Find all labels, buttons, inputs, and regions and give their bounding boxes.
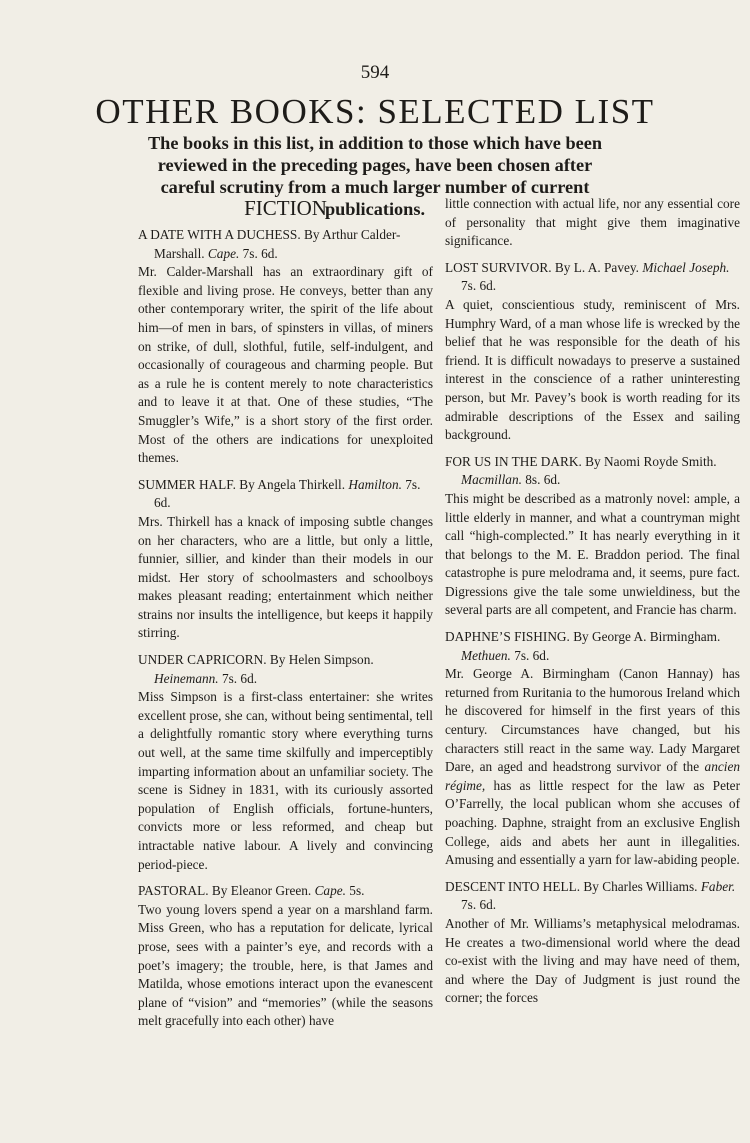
book-title: LOST SURVIVOR. bbox=[445, 259, 552, 275]
book-price: 8s. 6d. bbox=[525, 472, 561, 488]
section-heading-fiction: FICTION bbox=[244, 196, 327, 220]
book-review: Two young lovers spend a year on a marshland farm. Miss Green, who has a reputation for delicate, lyrical prose, sees with a painter’s eye, and records with a poet’s imagery; the trouble, here, is that James and Matilda, whose emotions interact upon the evanescent plane of “vision” and “memories” (while the seasons melt gracefully into each other) have bbox=[138, 901, 433, 1029]
book-publisher: Methuen. bbox=[461, 647, 511, 663]
review-text: Mr. George A. Birmingham (Canon Hannay) has returned from Ruritania to the humorous Ireland which he discovered for himself in the first years of this century. Circumstances have changed, but his characters still react in the same way. Lady Margaret Dare, an aged and headstrong survivor of the bbox=[445, 666, 740, 775]
book-title: UNDER CAPRICORN. bbox=[138, 652, 267, 668]
book-publisher: Michael Joseph. bbox=[642, 259, 730, 275]
book-heading bbox=[445, 878, 740, 915]
book-entry bbox=[445, 259, 740, 445]
book-author: By Angela Thirkell. bbox=[239, 476, 346, 492]
book-review: This might be described as a matronly novel: ample, a little elderly in manner, and what a countryman might call “high-complected.” It has nearly everything in it that belongs to the M. E. Braddon period. The final catastrophe is pure melodrama and, it seems, pure fact. Digressions give the tale some unwieldiness, but the several parts are all competent, and Francie has charm. bbox=[445, 490, 740, 618]
book-entry bbox=[138, 882, 433, 1031]
book-heading bbox=[138, 651, 433, 688]
book-price: 5s. bbox=[349, 883, 365, 899]
book-heading bbox=[138, 882, 433, 901]
book-title: SUMMER HALF. bbox=[138, 476, 236, 492]
review-italic-phrase: ancien régime, bbox=[445, 759, 740, 793]
book-price: 7s. 6d. bbox=[242, 245, 278, 261]
book-price: 7s. 6d. bbox=[461, 897, 497, 913]
book-heading bbox=[138, 476, 433, 513]
book-author: By Eleanor Green. bbox=[211, 883, 312, 899]
book-author: By Arthur Calder-Marshall. bbox=[154, 227, 401, 261]
book-heading bbox=[138, 226, 433, 263]
book-entry bbox=[445, 878, 740, 1008]
book-author: By Charles Williams. bbox=[583, 878, 698, 894]
book-title: FOR US IN THE DARK. bbox=[445, 453, 582, 469]
book-heading bbox=[445, 628, 740, 665]
book-publisher: Hamilton. bbox=[348, 476, 402, 492]
book-entry bbox=[445, 628, 740, 870]
book-review bbox=[445, 665, 740, 870]
book-entry bbox=[138, 226, 433, 468]
book-heading bbox=[445, 259, 740, 296]
book-review: Miss Simpson is a first-class entertainer: she writes excellent prose, she can, without being sentimental, tell a delightfully romantic story where everything turns out well, at the same time skilfully and imperceptibly imparting information about an unfamiliar society. The scene is Sidney in 1831, with its curiously assorted population of English officials, fortune-hunters, convicts more or less reformed, and cheap but intractable native labour. A lively and convincing period-piece. bbox=[138, 689, 433, 872]
book-entry bbox=[138, 476, 433, 643]
review-text: has as little respect for the law as Peter O’Farrelly, the local publican whom she accuses of poaching. Daphne, straight from an exclusive English College, aids and abets her aunt in illegalities. Amusing and essentially a yarn for law-abiding people. bbox=[445, 777, 741, 868]
intro-paragraph: The books in this list, in addition to those which have been reviewed in the preceding pages, have been chosen after careful scrutiny from a much larger number of current publications. bbox=[147, 133, 603, 219]
book-entry bbox=[138, 651, 433, 874]
book-publisher: Faber. bbox=[700, 878, 736, 894]
book-author: By George A. Birmingham. bbox=[573, 629, 721, 645]
book-publisher: Heinemann. bbox=[154, 670, 219, 686]
book-publisher: Cape. bbox=[207, 245, 240, 261]
book-heading bbox=[445, 453, 740, 490]
book-title: DAPHNE’S FISHING. bbox=[445, 629, 570, 645]
page-title: OTHER BOOKS: SELECTED LIST bbox=[95, 92, 655, 131]
book-price: 7s. 6d. bbox=[514, 647, 550, 663]
book-author: By L. A. Pavey. bbox=[554, 259, 639, 275]
book-price: 7s. 6d. bbox=[154, 476, 421, 511]
book-publisher: Macmillan. bbox=[461, 472, 522, 488]
book-price: 7s. 6d. bbox=[461, 278, 497, 294]
book-review: Another of Mr. Williams’s metaphysical melodramas. He creates a two-dimensional world where the dead co-exist with the living and may have need of them, and where the Day of Judgment is just round the corner; the forces bbox=[445, 915, 740, 1006]
book-author: By Helen Simpson. bbox=[269, 652, 374, 668]
book-author: By Naomi Royde Smith. bbox=[585, 453, 717, 469]
left-column bbox=[138, 195, 433, 1039]
book-price: 7s. 6d. bbox=[221, 670, 258, 686]
page-number: 594 bbox=[360, 62, 390, 83]
book-title: A DATE WITH A DUCHESS. bbox=[138, 227, 301, 242]
book-entry bbox=[445, 453, 740, 620]
book-title: DESCENT INTO HELL. bbox=[445, 878, 581, 894]
book-title: PASTORAL. bbox=[138, 883, 209, 899]
book-review: A quiet, conscientious study, reminiscent of Mrs. Humphry Ward, of a man whose life is wrecked by the belief that he was responsible for the death of his friend. It is difficult nowadays to preserve a sustained interest in the conscience of a rather uninteresting person, but Mr. Pavey’s book is worth reading for its admirable descriptions of the Essex and sailing background. bbox=[445, 296, 740, 443]
book-review: Mrs. Thirkell has a knack of imposing subtle changes on her characters, who are a little, but only a little, funnier, sillier, and kinder than their models in our midst. Her story of schoolmasters and schoolboys makes pleasant reading; entertainment which neither strains nor insults the intelligence, but keeps it happily stirring. bbox=[138, 513, 433, 641]
book-review: Mr. Calder-Marshall has an extraordinary gift of flexible and living prose. He conveys, better than any other contemporary writer, the spirit of the life about him—of men in bars, of spinsters in villas, of miners on strike, of dull, slothful, futile, self-indulgent, and occasionally of courageous and charming people. But as a rule he is content merely to note characteristics and to leave it at that. One of these studies, “The Smuggler’s Wife,” is a short story of the first order. Most of the others are indications for unexploited themes. bbox=[138, 264, 433, 466]
book-publisher: Cape. bbox=[314, 883, 346, 899]
review-continuation: little connection with actual life, nor any essential core of personality that might give them imaginative significance. bbox=[445, 196, 740, 249]
right-column bbox=[445, 195, 740, 1016]
